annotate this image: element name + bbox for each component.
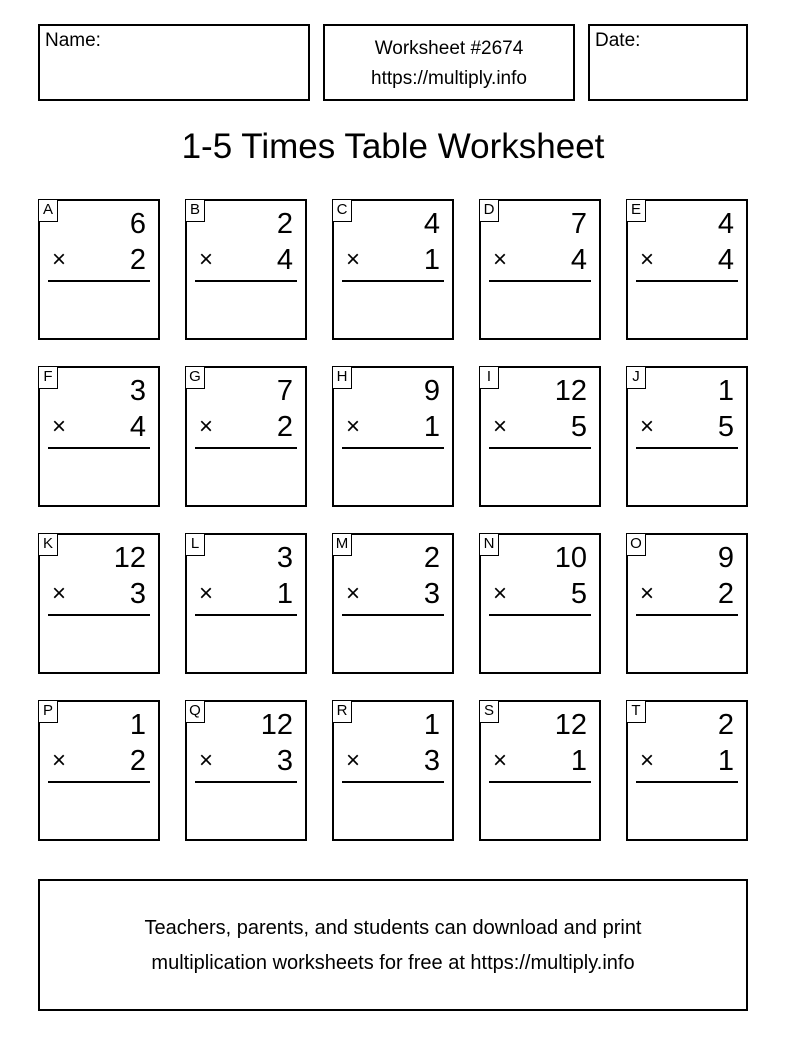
multiplier: 5 [570, 411, 587, 443]
multiplier: 4 [129, 411, 146, 443]
answer-line [636, 614, 738, 616]
problem-card[interactable] [185, 366, 307, 507]
answer-line [636, 781, 738, 783]
times-symbol: × [346, 580, 361, 607]
problem-letter: K [38, 533, 58, 556]
problem-letter: G [185, 366, 205, 389]
times-symbol: × [52, 747, 67, 774]
problem-letter: E [626, 199, 646, 222]
problem-card[interactable] [626, 700, 748, 841]
problem-card[interactable] [332, 199, 454, 340]
name-label: Name: [45, 30, 101, 51]
multiplier: 3 [276, 745, 293, 777]
worksheet-url: https://multiply.info [371, 68, 527, 89]
problem-card[interactable] [332, 366, 454, 507]
multiplicand: 9 [717, 542, 734, 574]
multiplicand: 1 [717, 375, 734, 407]
problem-letter: N [479, 533, 499, 556]
multiplicand: 2 [717, 709, 734, 741]
times-symbol: × [52, 413, 67, 440]
multiplicand: 3 [276, 542, 293, 574]
multiplier: 1 [423, 244, 440, 276]
footer-text-line-1: Teachers, parents, and students can download and print [144, 917, 642, 939]
answer-line [195, 447, 297, 449]
times-symbol: × [346, 246, 361, 273]
multiplier: 4 [276, 244, 293, 276]
problem-letter: B [185, 199, 205, 222]
multiplicand: 9 [423, 375, 440, 407]
problem-letter: T [626, 700, 646, 723]
times-symbol: × [640, 246, 655, 273]
multiplier: 2 [276, 411, 293, 443]
multiplicand: 7 [570, 208, 587, 240]
answer-line [636, 447, 738, 449]
multiplicand: 1 [129, 709, 146, 741]
answer-line [195, 280, 297, 282]
problem-letter: I [479, 366, 499, 389]
times-symbol: × [640, 580, 655, 607]
times-symbol: × [346, 747, 361, 774]
multiplier: 2 [129, 745, 146, 777]
multiplier: 3 [423, 745, 440, 777]
problem-letter: R [332, 700, 352, 723]
multiplicand: 12 [113, 542, 146, 574]
times-symbol: × [199, 747, 214, 774]
problem-letter: F [38, 366, 58, 389]
multiplicand: 7 [276, 375, 293, 407]
multiplier: 4 [717, 244, 734, 276]
problem-card[interactable] [38, 700, 160, 841]
times-symbol: × [346, 413, 361, 440]
problem-letter: L [185, 533, 205, 556]
problem-card[interactable] [626, 533, 748, 674]
problem-letter: Q [185, 700, 205, 723]
problem-card[interactable] [479, 199, 601, 340]
multiplicand: 4 [423, 208, 440, 240]
multiplier: 1 [570, 745, 587, 777]
multiplier: 1 [717, 745, 734, 777]
multiplier: 5 [570, 578, 587, 610]
answer-line [48, 280, 150, 282]
multiplier: 4 [570, 244, 587, 276]
date-field-box[interactable] [588, 24, 748, 101]
times-symbol: × [493, 747, 508, 774]
times-symbol: × [493, 246, 508, 273]
answer-line [489, 280, 591, 282]
problem-letter: J [626, 366, 646, 389]
date-label: Date: [595, 30, 641, 51]
worksheet-number: Worksheet #2674 [374, 38, 524, 59]
problem-card[interactable] [332, 700, 454, 841]
times-symbol: × [199, 580, 214, 607]
problem-letter: M [332, 533, 352, 556]
times-symbol: × [52, 246, 67, 273]
footer-text-line-2: multiplication worksheets for free at https://multiply.info [151, 952, 635, 974]
answer-line [48, 614, 150, 616]
problem-card[interactable] [626, 199, 748, 340]
multiplier: 2 [129, 244, 146, 276]
multiplicand: 3 [129, 375, 146, 407]
multiplicand: 1 [423, 709, 440, 741]
multiplicand: 12 [554, 709, 587, 741]
answer-line [636, 280, 738, 282]
multiplicand: 6 [129, 208, 146, 240]
multiplicand: 2 [276, 208, 293, 240]
problem-card[interactable] [479, 533, 601, 674]
worksheet-info-box [323, 24, 575, 101]
times-symbol: × [52, 580, 67, 607]
answer-line [489, 447, 591, 449]
answer-line [342, 447, 444, 449]
multiplicand: 4 [717, 208, 734, 240]
problem-card[interactable] [626, 366, 748, 507]
problem-card[interactable] [38, 366, 160, 507]
problem-letter: P [38, 700, 58, 723]
answer-line [48, 447, 150, 449]
answer-line [489, 781, 591, 783]
times-symbol: × [199, 246, 214, 273]
multiplier: 3 [129, 578, 146, 610]
problem-letter: O [626, 533, 646, 556]
times-symbol: × [640, 747, 655, 774]
problem-letter: S [479, 700, 499, 723]
answer-line [342, 280, 444, 282]
answer-line [342, 781, 444, 783]
problem-letter: D [479, 199, 499, 222]
problem-card[interactable] [185, 533, 307, 674]
page-title: 1-5 Times Table Worksheet [181, 127, 605, 166]
multiplier: 1 [276, 578, 293, 610]
answer-line [342, 614, 444, 616]
answer-line [48, 781, 150, 783]
answer-line [195, 614, 297, 616]
multiplicand: 10 [554, 542, 587, 574]
footer-box [38, 879, 748, 1011]
name-field-box[interactable] [38, 24, 310, 101]
multiplicand: 12 [260, 709, 293, 741]
multiplier: 5 [717, 411, 734, 443]
answer-line [195, 781, 297, 783]
problem-letter: H [332, 366, 352, 389]
times-symbol: × [640, 413, 655, 440]
multiplier: 2 [717, 578, 734, 610]
answer-line [489, 614, 591, 616]
problem-card[interactable] [38, 533, 160, 674]
multiplier: 3 [423, 578, 440, 610]
multiplicand: 12 [554, 375, 587, 407]
problem-letter: C [332, 199, 352, 222]
problem-card[interactable] [479, 700, 601, 841]
problem-card[interactable] [479, 366, 601, 507]
multiplier: 1 [423, 411, 440, 443]
problem-letter: A [38, 199, 58, 222]
times-symbol: × [493, 580, 508, 607]
problem-card[interactable] [38, 199, 160, 340]
problem-card[interactable] [332, 533, 454, 674]
multiplicand: 2 [423, 542, 440, 574]
times-symbol: × [493, 413, 508, 440]
problem-card[interactable] [185, 199, 307, 340]
times-symbol: × [199, 413, 214, 440]
problem-card[interactable] [185, 700, 307, 841]
